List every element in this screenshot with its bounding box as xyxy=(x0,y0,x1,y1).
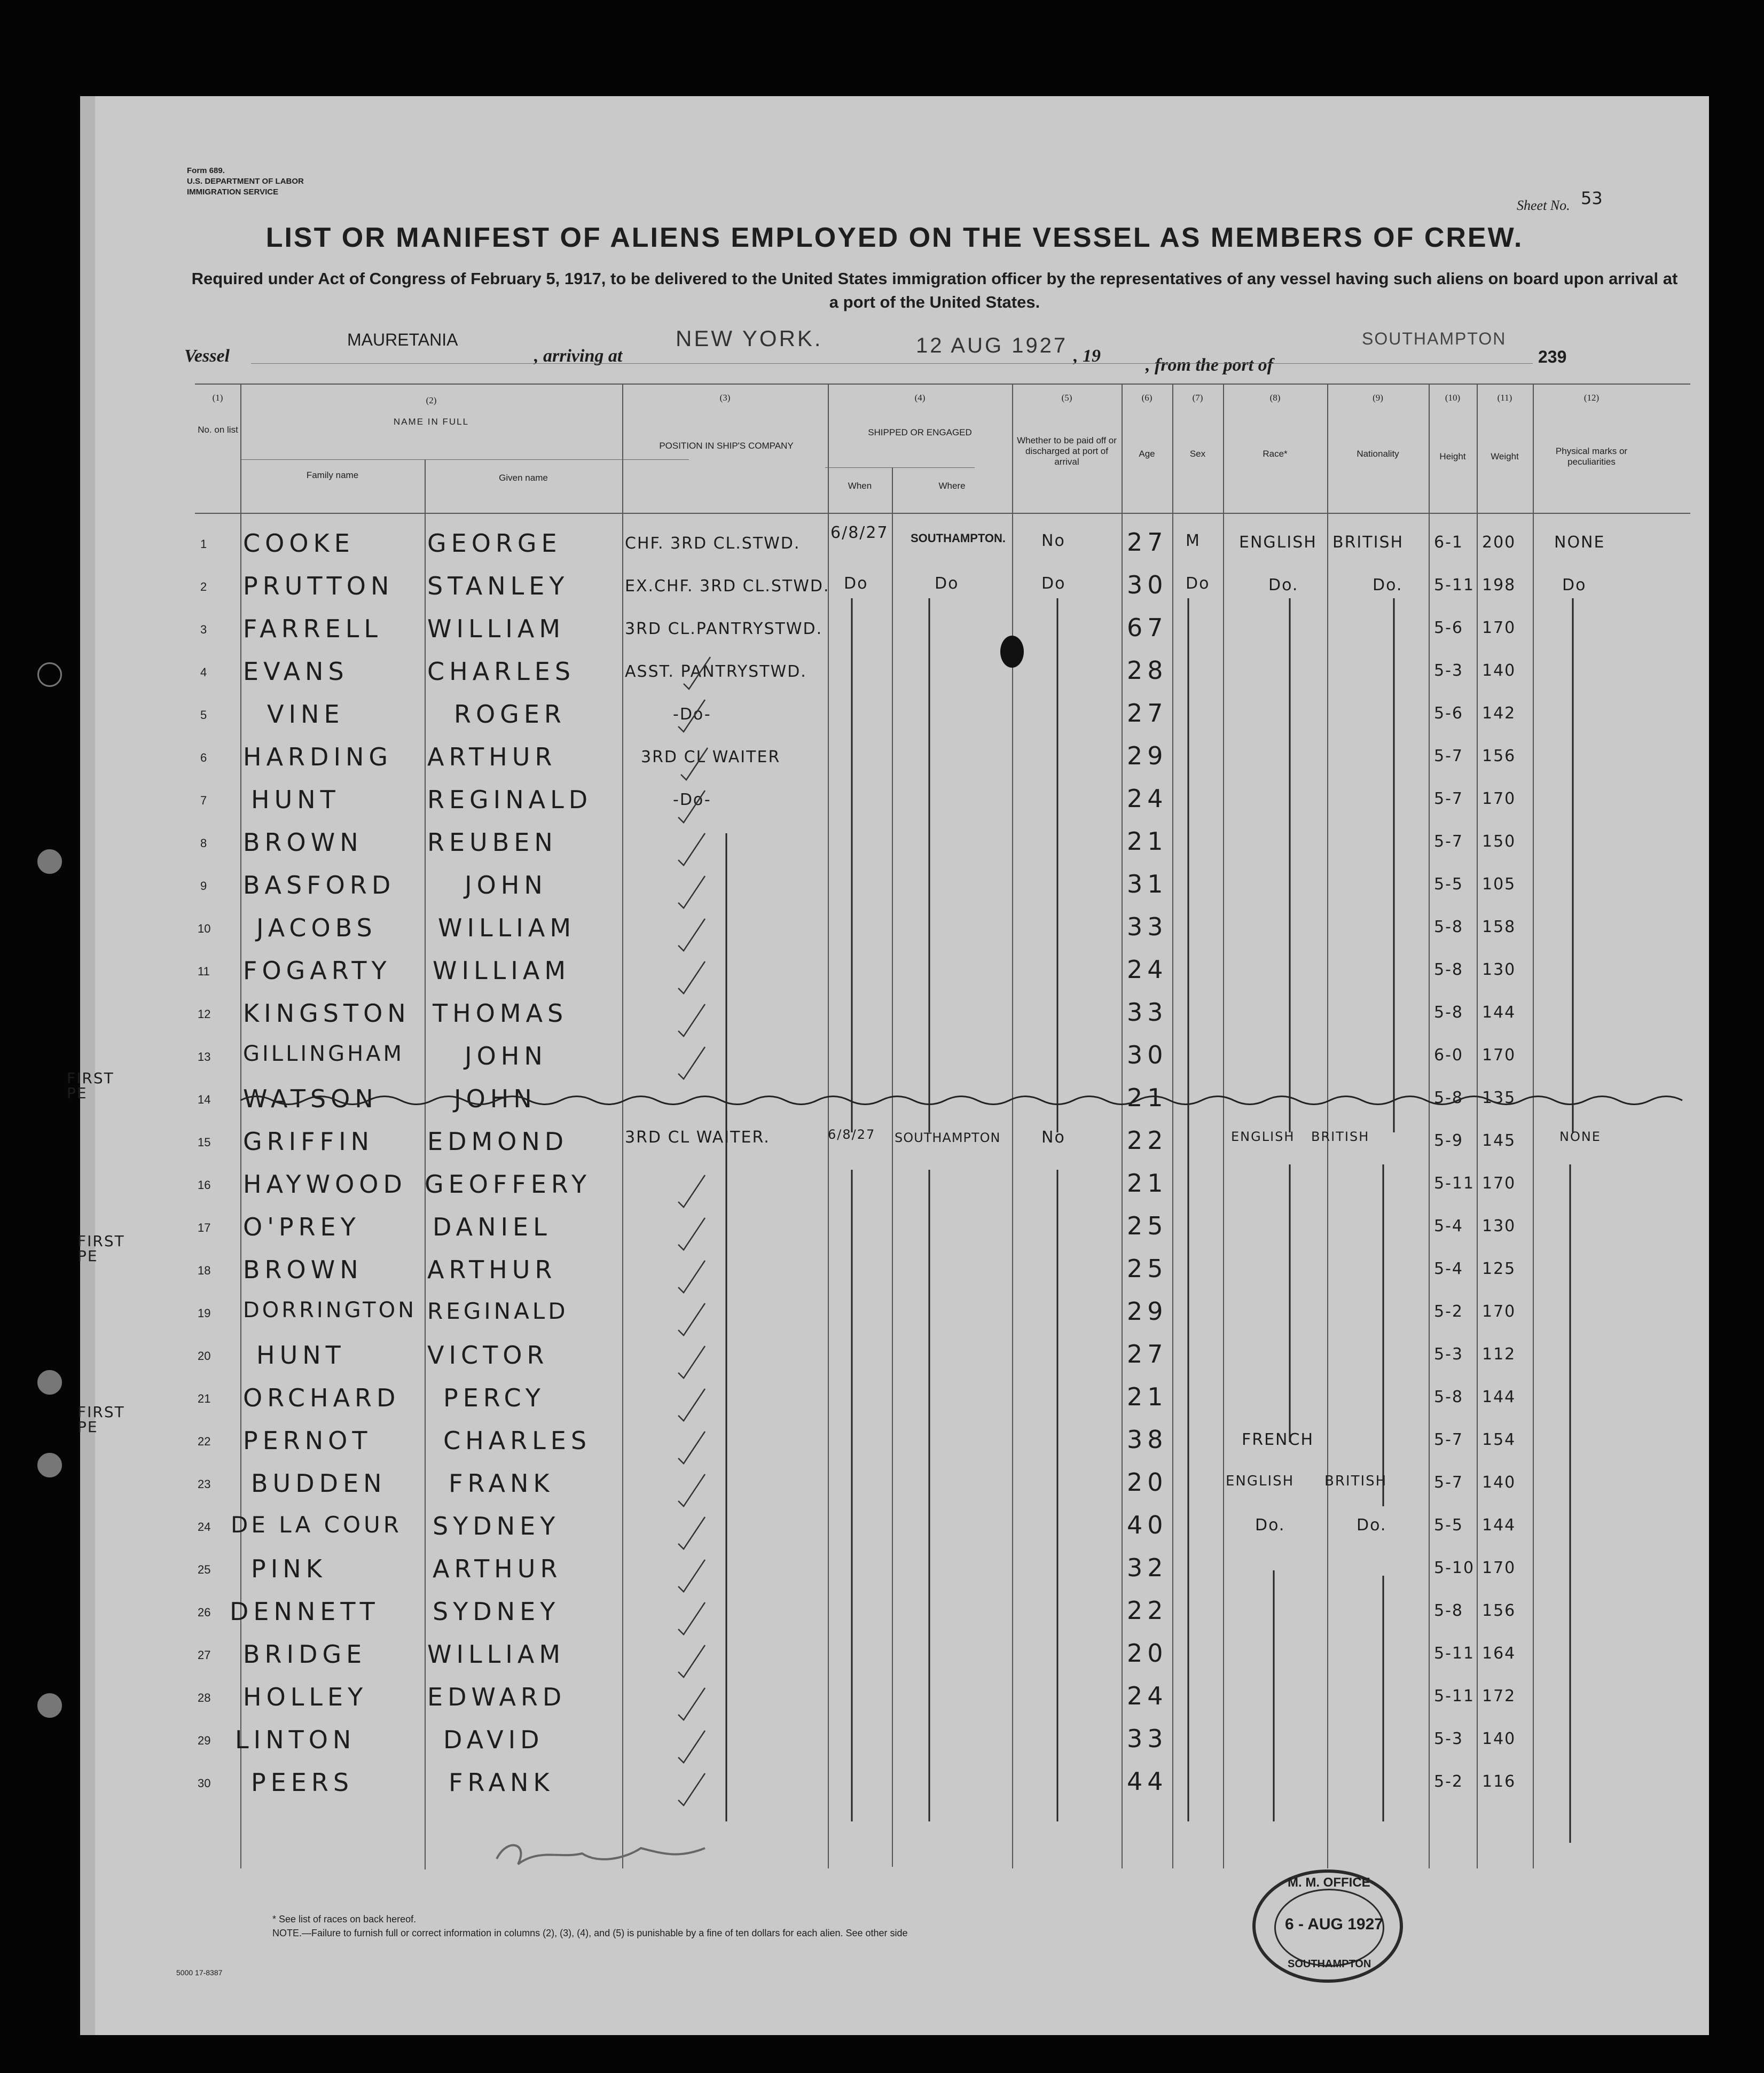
penalty-note: NOTE.—Failure to furnish full or correct information in columns (2), (3), (4), and (5) is punishable by a fine of ten dollars for each alien. See other side xyxy=(272,1928,908,1938)
family-name: DORRINGTON xyxy=(243,1298,417,1323)
weight: 156 xyxy=(1482,747,1516,765)
family-name: HUNT xyxy=(251,785,340,814)
inspector-signature xyxy=(497,1845,705,1864)
height: 5-9 xyxy=(1434,1131,1463,1150)
family-name: BROWN xyxy=(243,1255,363,1284)
weight: 140 xyxy=(1482,661,1516,680)
nationality: Do. xyxy=(1373,576,1403,594)
family-name: VINE xyxy=(267,700,344,729)
office-stamp xyxy=(1252,1869,1403,1983)
height: 5-11 xyxy=(1434,576,1475,594)
row-number: 21 xyxy=(198,1392,211,1405)
age: 22 xyxy=(1127,1126,1168,1155)
height: 5-5 xyxy=(1434,1516,1463,1535)
family-name: BASFORD xyxy=(243,871,396,899)
nationality: BRITISH xyxy=(1332,533,1404,552)
family-name: GILLINGHAM xyxy=(243,1042,405,1066)
position: CHF. 3RD CL.STWD. xyxy=(625,534,801,553)
given-name: DANIEL xyxy=(433,1212,552,1241)
row-number: 4 xyxy=(200,666,207,679)
given-name: ARTHUR xyxy=(433,1554,562,1583)
header-no-on-list: No. on list xyxy=(198,425,238,435)
margin-note: FIRST PE xyxy=(77,1232,125,1265)
weight: 170 xyxy=(1482,1302,1516,1321)
row-number: 15 xyxy=(198,1136,211,1149)
given-name: WILLIAM xyxy=(427,1640,566,1669)
row-number: 2 xyxy=(200,580,207,593)
header-name-in-full: NAME IN FULL xyxy=(393,417,469,427)
age: 27 xyxy=(1127,1340,1168,1368)
weight: 125 xyxy=(1482,1260,1516,1278)
family-name: HARDING xyxy=(243,742,393,771)
weight: 144 xyxy=(1482,1388,1516,1406)
height: 5-3 xyxy=(1434,1345,1463,1364)
shipped-when: 6/8/27 xyxy=(828,1127,876,1142)
race: ENGLISH xyxy=(1231,1129,1295,1144)
shipped-where: SOUTHAMPTON xyxy=(895,1130,1001,1145)
row-number: 8 xyxy=(200,836,207,850)
weight: 130 xyxy=(1482,960,1516,979)
family-name: GRIFFIN xyxy=(243,1127,374,1156)
stamp-date: 6 - AUG 1927 xyxy=(1285,1915,1383,1933)
arriving-port: NEW YORK. xyxy=(676,326,823,351)
column-number: (5) xyxy=(1061,393,1072,403)
vessel-label: Vessel xyxy=(184,346,230,366)
year-label: , 19 xyxy=(1073,346,1101,366)
age: 24 xyxy=(1127,784,1168,813)
given-name: REGINALD xyxy=(427,1298,569,1324)
header-family-name: Family name xyxy=(306,470,359,480)
column-number: (9) xyxy=(1373,393,1383,403)
column-number: (8) xyxy=(1269,393,1281,403)
check-marks xyxy=(678,657,710,1805)
weight: 135 xyxy=(1482,1089,1516,1107)
height: 6-1 xyxy=(1434,533,1463,552)
ditto-marks xyxy=(80,96,1709,1912)
row-number: 3 xyxy=(200,623,207,636)
weight: 112 xyxy=(1482,1345,1516,1364)
row-number: 7 xyxy=(200,794,207,807)
age: 33 xyxy=(1127,912,1168,941)
weight: 140 xyxy=(1482,1730,1516,1748)
paid-off: Do xyxy=(1041,574,1066,593)
height: 5-6 xyxy=(1434,619,1463,637)
weight: 144 xyxy=(1482,1516,1516,1535)
family-name: HOLLEY xyxy=(243,1683,368,1711)
weight: 154 xyxy=(1482,1430,1516,1449)
shipped-when: Do xyxy=(844,574,868,593)
family-name: ORCHARD xyxy=(243,1383,401,1412)
header-paid-off: Whether to be paid off or discharged at port of arrival xyxy=(1017,435,1117,467)
column-number: (7) xyxy=(1192,393,1203,403)
row-number: 24 xyxy=(198,1520,211,1534)
race: FRENCH xyxy=(1242,1430,1314,1449)
weight: 145 xyxy=(1482,1131,1516,1150)
header-height: Height xyxy=(1439,451,1466,461)
height: 5-8 xyxy=(1434,918,1463,936)
age: 21 xyxy=(1127,827,1168,856)
header-physical-marks: Physical marks or peculiarities xyxy=(1555,446,1628,467)
shipped-where: SOUTHAMPTON. xyxy=(911,531,1006,545)
weight: 105 xyxy=(1482,875,1516,894)
given-name: JOHN xyxy=(465,871,547,899)
age: 25 xyxy=(1127,1211,1168,1240)
row-number: 5 xyxy=(200,708,207,722)
shipped-when: 6/8/27 xyxy=(830,523,889,542)
row-number: 28 xyxy=(198,1691,211,1704)
position: ASST. PANTRYSTWD. xyxy=(625,662,807,681)
row-number: 11 xyxy=(198,965,210,978)
given-name: ARTHUR xyxy=(427,1255,557,1284)
age: 44 xyxy=(1127,1767,1168,1796)
header-nationality: Nationality xyxy=(1357,449,1399,459)
row-number: 9 xyxy=(200,879,207,893)
given-name: GEORGE xyxy=(427,529,562,558)
family-name: LINTON xyxy=(235,1725,356,1754)
height: 5-5 xyxy=(1434,875,1463,894)
age: 24 xyxy=(1127,955,1168,984)
position: EX.CHF. 3RD CL.STWD. xyxy=(625,577,830,596)
from-port: SOUTHAMPTON xyxy=(1362,329,1507,348)
binder-hole xyxy=(37,1693,62,1718)
races-footnote: * See list of races on back hereof. xyxy=(272,1914,417,1925)
row-number: 29 xyxy=(198,1734,211,1747)
age: 33 xyxy=(1127,1724,1168,1753)
age: 21 xyxy=(1127,1382,1168,1411)
nationality: Do. xyxy=(1357,1516,1387,1535)
given-name: WILLIAM xyxy=(438,913,576,942)
row-number: 27 xyxy=(198,1648,211,1662)
age: 20 xyxy=(1127,1468,1168,1497)
row-number: 25 xyxy=(198,1563,211,1576)
given-name: THOMAS xyxy=(433,999,568,1028)
vessel-name: MAURETANIA xyxy=(347,330,458,349)
height: 6-0 xyxy=(1434,1046,1463,1065)
height: 5-11 xyxy=(1434,1687,1475,1706)
weight: 172 xyxy=(1482,1687,1516,1706)
height: 5-11 xyxy=(1434,1174,1475,1193)
age: 30 xyxy=(1127,570,1168,599)
binder-hole xyxy=(37,1370,62,1395)
given-name: GEOFFERY xyxy=(425,1170,592,1199)
age: 40 xyxy=(1127,1511,1168,1539)
column-number: (3) xyxy=(719,393,731,403)
column-number: (12) xyxy=(1583,393,1600,403)
age: 21 xyxy=(1127,1083,1168,1112)
weight: 164 xyxy=(1482,1644,1516,1663)
given-name: PERCY xyxy=(443,1383,545,1412)
column-number: (10) xyxy=(1445,393,1461,403)
family-name: BRIDGE xyxy=(243,1640,367,1669)
row-number: 30 xyxy=(198,1777,211,1790)
header-position: POSITION IN SHIP'S COMPANY xyxy=(659,441,794,451)
height: 5-7 xyxy=(1434,1473,1463,1492)
nationality: BRITISH xyxy=(1324,1473,1387,1489)
form-line: U.S. DEPARTMENT OF LABOR xyxy=(187,177,304,186)
row-number: 22 xyxy=(198,1435,211,1448)
given-name: FRANK xyxy=(449,1469,554,1498)
given-name: JOHN xyxy=(465,1042,547,1070)
height: 5-8 xyxy=(1434,1388,1463,1406)
row-number: 12 xyxy=(198,1007,211,1021)
weight: 170 xyxy=(1482,1559,1516,1577)
given-name: CHARLES xyxy=(427,657,576,686)
weight: 170 xyxy=(1482,1174,1516,1193)
given-name: CHARLES xyxy=(443,1426,592,1455)
binder-hole xyxy=(37,662,62,687)
header-where: Where xyxy=(938,481,966,491)
document-subtitle: Required under Act of Congress of February 5, 1917, to be delivered to the United States immigration officer by the representatives of any vessel having such aliens on board upon arrival at a port of the United States. xyxy=(191,269,1678,311)
age: 38 xyxy=(1127,1425,1168,1454)
column-number: (6) xyxy=(1141,393,1153,403)
weight: 170 xyxy=(1482,619,1516,637)
height: 5-8 xyxy=(1434,1089,1463,1107)
given-name: EDWARD xyxy=(427,1683,567,1711)
header-shipped: SHIPPED OR ENGAGED xyxy=(868,427,972,437)
header-race: Race* xyxy=(1263,449,1288,459)
weight: 170 xyxy=(1482,789,1516,808)
header-sex: Sex xyxy=(1189,449,1206,459)
height: 5-6 xyxy=(1434,704,1463,723)
form-line: Form 689. xyxy=(187,166,225,175)
height: 5-7 xyxy=(1434,832,1463,851)
family-name: HUNT xyxy=(256,1341,346,1370)
row-number: 19 xyxy=(198,1307,211,1320)
weight: 140 xyxy=(1482,1473,1516,1492)
row-number: 20 xyxy=(198,1349,211,1363)
weight: 116 xyxy=(1482,1772,1516,1791)
age: 27 xyxy=(1127,528,1168,557)
position: 3RD CL WAITER. xyxy=(625,1128,770,1147)
weight: 150 xyxy=(1482,832,1516,851)
position: 3RD CL.PANTRYSTWD. xyxy=(625,620,823,638)
given-name: VICTOR xyxy=(427,1341,549,1370)
weight: 130 xyxy=(1482,1217,1516,1235)
height: 5-7 xyxy=(1434,789,1463,808)
race: Do. xyxy=(1268,576,1299,594)
age: 27 xyxy=(1127,699,1168,727)
height: 5-3 xyxy=(1434,661,1463,680)
age: 29 xyxy=(1127,1297,1168,1326)
age: 31 xyxy=(1127,870,1168,898)
footnotes xyxy=(272,1912,908,1940)
family-name: FARRELL xyxy=(243,614,382,643)
binder-hole xyxy=(37,1453,62,1477)
column-number: (4) xyxy=(914,393,926,403)
age: 25 xyxy=(1127,1254,1168,1283)
margin-note: FIRST PE xyxy=(77,1403,125,1436)
binder-hole xyxy=(37,849,62,874)
manifest-sheet xyxy=(67,96,1709,2035)
row-number: 16 xyxy=(198,1178,211,1192)
nationality: BRITISH xyxy=(1311,1129,1370,1144)
given-name: STANLEY xyxy=(427,572,569,600)
column-number: (2) xyxy=(426,395,437,405)
given-name: WILLIAM xyxy=(433,956,571,985)
given-name: REGINALD xyxy=(427,785,593,814)
weight: 170 xyxy=(1482,1046,1516,1065)
height: 5-2 xyxy=(1434,1302,1463,1321)
physical-marks: NONE xyxy=(1554,533,1605,552)
family-name: BROWN xyxy=(243,828,363,857)
height: 5-8 xyxy=(1434,1601,1463,1620)
weight: 144 xyxy=(1482,1003,1516,1022)
paid-off: No xyxy=(1041,1128,1065,1147)
height: 5-7 xyxy=(1434,1430,1463,1449)
column-number: (1) xyxy=(212,393,223,403)
sheet-label: Sheet No. xyxy=(1517,198,1570,213)
family-name: KINGSTON xyxy=(243,999,411,1028)
family-name: EVANS xyxy=(243,657,349,686)
row-number: 18 xyxy=(198,1264,211,1277)
height: 5-7 xyxy=(1434,747,1463,765)
height: 5-8 xyxy=(1434,1003,1463,1022)
family-name: HAYWOOD xyxy=(243,1170,407,1199)
family-name: BUDDEN xyxy=(251,1469,387,1498)
given-name: ROGER xyxy=(454,700,566,729)
margin-note: FIRST PE xyxy=(67,1069,114,1102)
given-name: ARTHUR xyxy=(427,742,557,771)
weight: 158 xyxy=(1482,918,1516,936)
given-name: JOHN xyxy=(454,1084,537,1113)
age: 29 xyxy=(1127,741,1168,770)
height: 5-4 xyxy=(1434,1217,1463,1235)
family-name: PRUTTON xyxy=(243,572,394,600)
age: 22 xyxy=(1127,1596,1168,1625)
race: ENGLISH xyxy=(1226,1473,1295,1489)
given-name: WILLIAM xyxy=(427,614,566,643)
family-name: DE LA COUR xyxy=(231,1512,402,1538)
sex: M xyxy=(1186,531,1201,550)
row-number: 6 xyxy=(200,751,207,764)
given-name: EDMOND xyxy=(427,1127,569,1156)
sex: Do xyxy=(1186,574,1210,593)
height: 5-4 xyxy=(1434,1260,1463,1278)
age: 67 xyxy=(1127,613,1168,642)
weight: 156 xyxy=(1482,1601,1516,1620)
date-stamp: 12 AUG 1927 xyxy=(916,334,1068,357)
physical-marks: NONE xyxy=(1559,1129,1601,1144)
position: 3RD CL WAITER xyxy=(641,748,781,766)
height: 5-8 xyxy=(1434,960,1463,979)
age: 20 xyxy=(1127,1639,1168,1668)
age: 33 xyxy=(1127,998,1168,1027)
row-number: 17 xyxy=(198,1221,211,1234)
column-number: (11) xyxy=(1497,393,1512,403)
row-number: 10 xyxy=(198,922,211,935)
height: 5-10 xyxy=(1434,1559,1475,1577)
weight: 198 xyxy=(1482,576,1516,594)
stamp-office: M. M. OFFICE xyxy=(1288,1875,1370,1890)
given-name: REUBEN xyxy=(427,828,558,857)
header-weight: Weight xyxy=(1491,451,1519,461)
age: 30 xyxy=(1127,1041,1168,1069)
age: 28 xyxy=(1127,656,1168,685)
height: 5-11 xyxy=(1434,1644,1475,1663)
family-name: PEERS xyxy=(251,1768,354,1797)
family-name: FOGARTY xyxy=(243,956,391,985)
row-number: 13 xyxy=(198,1050,211,1063)
height: 5-2 xyxy=(1434,1772,1463,1791)
row-number: 23 xyxy=(198,1477,211,1491)
family-name: JACOBS xyxy=(256,913,377,942)
physical-marks: Do xyxy=(1562,576,1587,594)
form-line: IMMIGRATION SERVICE xyxy=(187,187,279,197)
shipped-where: Do xyxy=(935,574,959,593)
age: 21 xyxy=(1127,1169,1168,1198)
weight: 200 xyxy=(1482,533,1516,552)
family-name: DENNETT xyxy=(230,1597,380,1626)
arriving-label: , arriving at xyxy=(534,346,623,366)
weight: 142 xyxy=(1482,704,1516,723)
family-name: PINK xyxy=(251,1554,327,1583)
list-number: 239 xyxy=(1538,347,1567,366)
family-name: COOKE xyxy=(243,529,355,558)
paid-off: No xyxy=(1041,531,1065,550)
age: 24 xyxy=(1127,1681,1168,1710)
ink-blot xyxy=(1000,636,1024,668)
height: 5-3 xyxy=(1434,1730,1463,1748)
given-name: SYDNEY xyxy=(433,1512,560,1540)
position: -Do- xyxy=(673,705,711,724)
row-number: 1 xyxy=(200,537,207,551)
stamp-place: SOUTHAMPTON xyxy=(1288,1958,1371,1970)
family-name: O'PREY xyxy=(243,1212,360,1241)
given-name: DAVID xyxy=(443,1725,544,1754)
given-name: FRANK xyxy=(449,1768,554,1797)
family-name: PERNOT xyxy=(243,1426,372,1455)
race: ENGLISH xyxy=(1239,533,1317,552)
race: Do. xyxy=(1255,1516,1285,1535)
position: -Do- xyxy=(673,791,711,809)
family-name: WATSON xyxy=(243,1084,378,1113)
from-label: , from the port of xyxy=(1146,355,1273,375)
header-given-name: Given name xyxy=(499,473,548,483)
age: 32 xyxy=(1127,1553,1168,1582)
row-number: 26 xyxy=(198,1606,211,1619)
print-reference: 5000 17-8387 xyxy=(176,1968,223,1977)
header-age: Age xyxy=(1139,449,1155,459)
header-when: When xyxy=(848,481,872,491)
row-number: 14 xyxy=(198,1093,211,1106)
document-title: LIST OR MANIFEST OF ALIENS EMPLOYED ON THE VESSEL AS MEMBERS OF CREW. xyxy=(265,222,1524,253)
sheet-number: 53 xyxy=(1581,188,1603,208)
given-name: SYDNEY xyxy=(433,1597,560,1626)
